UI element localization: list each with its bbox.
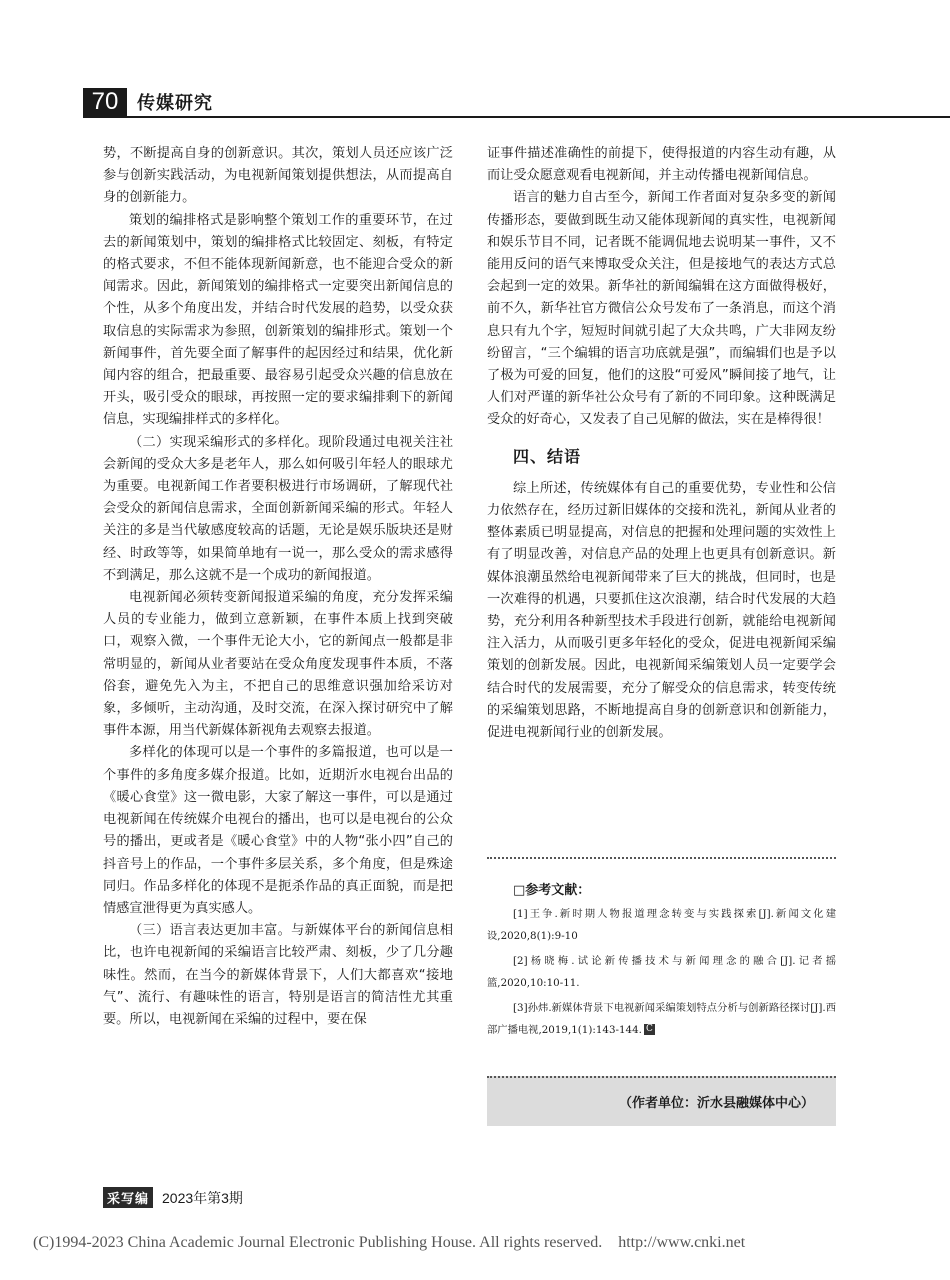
right-column (487, 143, 836, 744)
paragraph: 语言的魅力自古至今，新闻工作者面对复杂多变的新闻传播形态，要做到既生动又能体现新闻的真实性，电视新闻和娱乐节目不同，记者既不能调侃地去说明某一事件，又不能用反问的语气来博取受众关注，但是接地气的表达方式总会起到一定的效果。新华社的新闻编辑在这方面做得极好，前不久，新华社官方微信公众号发布了一条消息，而这个消息只有九个字，短短时间就引起了大众共鸣，广大非网友纷纷留言，“三个编辑的语言功底就是强”，而编辑们也是予以了极为可爱的回复，他们的这股“可爱风”瞬间接了地气，让人们对严谨的新华社公众号有了新的不同印象。这种既满足受众的好奇心，又发表了自己见解的做法，实在是棒得很！ (487, 190, 836, 428)
paragraph: 综上所述，传统媒体有自己的重要优势，专业性和公信力依然存在，经历过新旧媒体的交接和洗礼，新闻从业者的整体素质已明显提高，对信息的把握和处理问题的实效性上有了明显改善，对信息产品的处理上也更具有创新意识。新媒体浪潮虽然给电视新闻带来了巨大的挑战，但同时，也是一次难得的机遇，只要抓住这次浪潮，结合时代发展的大趋势，充分利用各种新型技术手段进行创新，就能给电视新闻注入活力，从而吸引更多年轻化的受众，促进电视新闻采编策划的创新发展。因此，电视新闻采编策划人员一定要学会结合时代的发展需要，充分了解受众的信息需求，转变传统的采编策划思路，不断地提高自身的创新意识和创新能力，促进电视新闻行业的创新发展。 (487, 480, 836, 741)
left-column (103, 143, 453, 1031)
subhead-number: （三） (129, 923, 170, 939)
page-header (83, 88, 950, 118)
paragraph-text: 现阶段通过电视关注社会新闻的受众大多是老年人，那么如何吸引年轻人的眼球尤为重要。电视新闻工作者要积极进行市场调研，了解现代社会受众的新闻信息需求，全面创新新闻采编的形式。年轻人关注的多是当代敏感度较高的话题，无论是娱乐版块还是财经、时政等等，如果简单地有一说一，那么受众的需求感得不到满足，那么这就不是一个成功的新闻报道。 (103, 434, 454, 583)
author-affiliation: （作者单位：沂水县融媒体中心） (618, 1096, 814, 1111)
end-mark-icon: C (644, 1024, 655, 1035)
journal-logo: 采写编 (103, 1187, 153, 1208)
subhead-paragraph (103, 920, 453, 1031)
author-box (487, 1076, 836, 1126)
paragraph: 证事件描述准确性的前提下，使得报道的内容生动有趣，从而让受众愿意观看电视新闻，并主动传播电视新闻信息。 (487, 146, 836, 184)
reference-item (487, 998, 836, 1041)
references (487, 857, 836, 1045)
reference-item: [2]杨晓梅.试论新传播技术与新闻理念的融合[J].记者摇篮,2020,10:10-11. (487, 955, 836, 989)
copyright-line: (C)1994-2023 China Academic Journal Electronic Publishing House. All rights reserved. http://www.cnki.net (33, 1234, 746, 1251)
issue-label: 2023年第3期 (162, 1190, 243, 1206)
subhead-number: （二） (129, 434, 170, 450)
paragraph-text: 与新媒体平台的新闻信息相比，也许电视新闻的采编语言比较严肃、刻板，少了几分趣味性。然而，在当今的新媒体背景下，人们大都喜欢“接地气”、流行、有趣味性的语言，特别是语言的简洁性尤其重要。所以，电视新闻在采编的过程中，要在保 (103, 923, 454, 1027)
subhead-title: 语言表达更加丰富。 (169, 923, 292, 939)
page-number: 70 (83, 88, 127, 116)
section-title: 传媒研究 (137, 93, 213, 114)
paragraph: 策划的编排格式是影响整个策划工作的重要环节，在过去的新闻策划中，策划的编排格式比较固定、刻板，有特定的格式要求，不但不能体现新闻新意，也不能迎合受众的新闻需求。因此，新闻策划的编排格式一定要突出新闻信息的个性，从多个角度出发，并结合时代发展的趋势，以受众获取信息的实际需求为参照，创新策划的编排形式。策划一个新闻事件，首先要全面了解事件的起因经过和结果，优化新闻内容的组合，把最重要、最容易引起受众兴趣的信息放在开头，吸引受众的眼球，再按照一定的要求编排剩下的新闻信息，实现编排样式的多样化。 (103, 212, 453, 428)
reference-text: [3]孙炜.新媒体背景下电视新闻采编策划特点分析与创新路径探讨[J].西部广播电视,2019,1(1):143-144. (487, 1002, 836, 1036)
references-title: □参考文献： (513, 883, 591, 898)
subhead-title: 实现采编形式的多样化。 (169, 434, 319, 450)
header-rule (83, 116, 950, 118)
paragraph: 多样化的体现可以是一个事件的多篇报道，也可以是一个事件的多角度多媒介报道。比如，近期沂水电视台出品的《暖心食堂》这一微电影，大家了解这一事件，可以是通过电视新闻在传统媒介电视台的播出，也可以是电视台的公众号的播出，更或者是《暖心食堂》中的人物“张小四”自己的抖音号上的作品，一个事件多层关系，多个角度，但是殊途同归。作品多样化的体现不是扼杀作品的真正面貌，而是把情感宣泄得更为真实感人。 (103, 745, 453, 916)
subhead-paragraph (103, 432, 453, 587)
paragraph: 电视新闻必须转变新闻报道采编的角度，充分发挥采编人员的专业能力，做到立意新颖，在事件本质上找到突破口，观察入微，一个事件无论大小，它的新闻点一般都是非常明显的，新闻从业者要站在受众角度发现事件本质，不落俗套，避免先入为主，不把自己的思维意识强加给采访对象，多倾听，主动沟通，及时交流，在深入探讨研究中了解事件本源，用当代新媒体新视角去观察去报道。 (103, 590, 453, 739)
section-heading: 四、结语 (513, 446, 582, 466)
paragraph: 势，不断提高自身的创新意识。其次，策划人员还应该广泛参与创新实践活动，为电视新闻策划提供想法，从而提高自身的创新能力。 (103, 146, 453, 206)
reference-item: [1]王争.新时期人物报道理念转变与实践探索[J].新闻文化建设,2020,8(1):9-10 (487, 908, 836, 942)
